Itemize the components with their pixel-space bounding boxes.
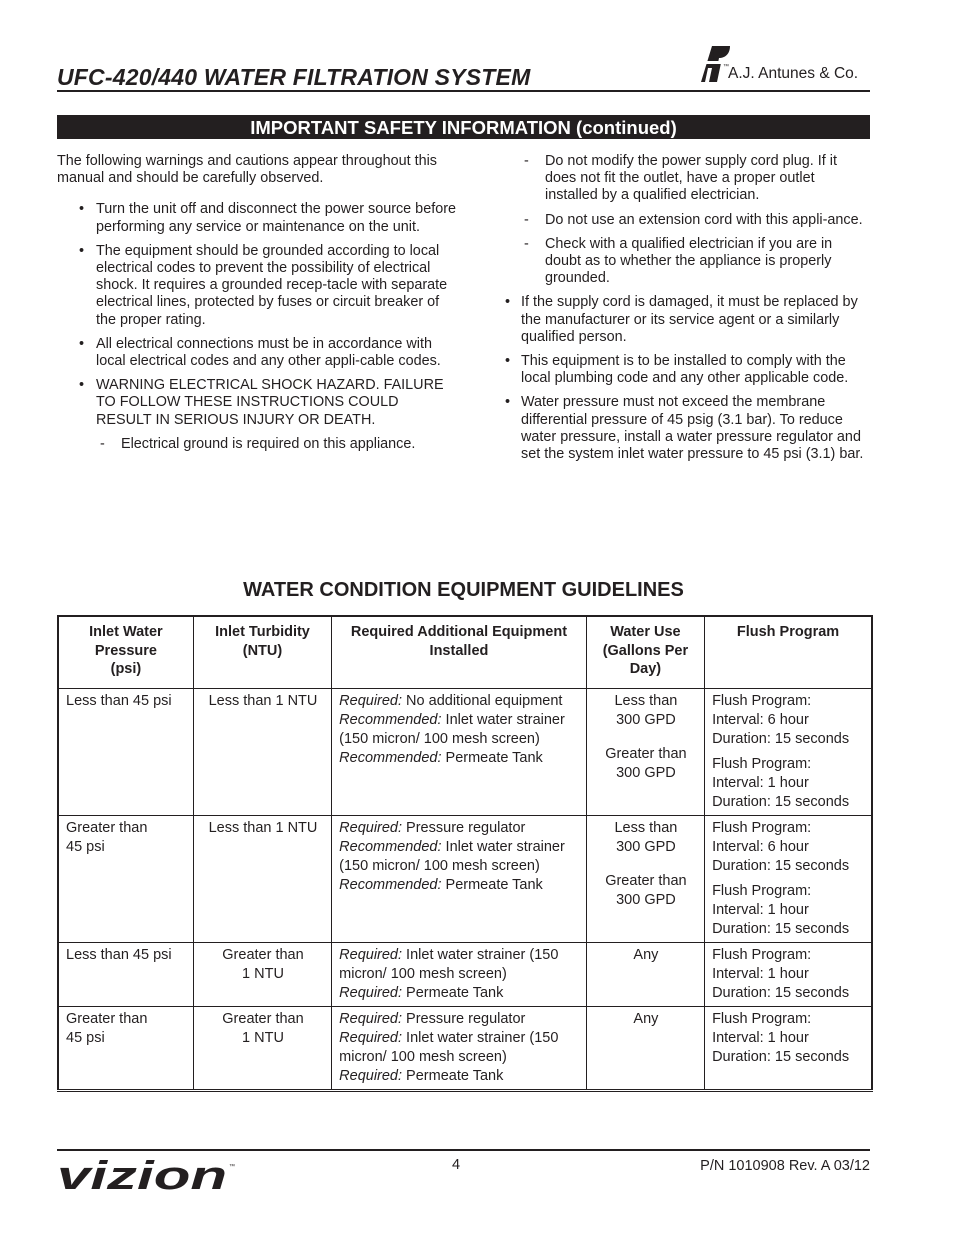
equipment-requirement-label: Recommended: xyxy=(339,711,442,728)
cell-pressure xyxy=(58,942,193,1006)
water-use-line: Any xyxy=(633,1010,659,1027)
safety-banner: IMPORTANT SAFETY INFORMATION (continued) xyxy=(57,115,870,139)
cell-flush xyxy=(705,815,872,942)
equipment-item xyxy=(339,749,580,768)
equipment-text: Permeate Tank xyxy=(441,876,543,893)
header-line: Inlet Turbidity xyxy=(215,624,310,640)
guidelines-table xyxy=(57,615,873,1092)
flush-line: Flush Program: xyxy=(712,1010,812,1027)
flush-line: Flush Program: xyxy=(712,882,812,899)
vizion-logo-text: vizion xyxy=(57,1160,227,1192)
water-use-line: 300 GPD xyxy=(616,711,676,728)
cell-water-use xyxy=(586,1006,704,1090)
flush-line: Flush Program: xyxy=(712,755,812,772)
pressure-line: 45 psi xyxy=(66,838,105,855)
header-pressure xyxy=(58,616,193,688)
header-flush xyxy=(705,616,872,688)
equipment-item xyxy=(339,1010,580,1029)
flush-line: Flush Program: xyxy=(712,946,812,963)
turbidity-line: 1 NTU xyxy=(242,1029,284,1046)
safety-left-dash-list xyxy=(57,436,457,453)
safety-dash-item: - Check with a qualified electrician if you are in doubt as to whether the appliance is properly grounded. xyxy=(500,236,870,288)
header-line: Pressure xyxy=(94,642,157,659)
safety-dash-item: - Do not modify the power supply cord plug. If it does not fit the outlet, have a proper outlet installed by a qualified electrician. xyxy=(500,153,870,205)
equipment-item xyxy=(339,838,580,876)
brand-name: A.J. Antunes & Co. xyxy=(728,65,859,82)
header-equipment xyxy=(332,616,587,688)
flush-line: Duration: 15 seconds xyxy=(712,793,850,810)
equipment-text: Permeate Tank xyxy=(441,749,543,766)
aj-antunes-logo xyxy=(697,44,872,90)
header-line: Installed xyxy=(429,642,489,659)
flush-line: Flush Program: xyxy=(712,692,812,709)
equipment-requirement-label: Required: xyxy=(339,1010,403,1027)
equipment-item xyxy=(339,876,580,895)
water-use-line: 300 GPD xyxy=(616,891,676,908)
table-header-row xyxy=(58,616,872,688)
turbidity-line: Less than 1 NTU xyxy=(208,819,318,836)
water-use-spacer xyxy=(594,730,698,745)
equipment-item xyxy=(339,692,580,711)
equipment-requirement-label: Required: xyxy=(339,946,403,963)
equipment-text: No additional equipment xyxy=(402,692,563,709)
equipment-text: Pressure regulator xyxy=(402,1010,526,1027)
table-row xyxy=(58,942,872,1006)
equipment-requirement-label: Required: xyxy=(339,984,403,1001)
cell-pressure xyxy=(58,688,193,815)
page-number: 4 xyxy=(452,1157,461,1173)
safety-left-bullet-list xyxy=(57,201,457,428)
equipment-requirement-label: Recommended: xyxy=(339,876,442,893)
water-use-line: Any xyxy=(633,946,659,963)
flush-line: Duration: 15 seconds xyxy=(712,730,850,747)
safety-intro: The following warnings and cautions appear throughout this manual and should be carefully observed. xyxy=(57,153,437,187)
pressure-line: Greater than xyxy=(66,819,148,836)
cell-equipment xyxy=(332,688,587,815)
water-use-line: 300 GPD xyxy=(616,838,676,855)
cell-flush xyxy=(705,942,872,1006)
safety-right-dash-list xyxy=(500,153,870,287)
logo-trademark: ™ xyxy=(723,64,729,70)
header-line: (Gallons Per xyxy=(602,642,689,659)
turbidity-line: Greater than xyxy=(222,1010,304,1027)
equipment-text: Inlet water strainer (150 micron/ 100 mesh screen) xyxy=(339,711,565,747)
safety-bullet: • The equipment should be grounded according to local electrical codes to prevent the possibility of electrical shock. It requires a grounded recep-tacle with separate electrical lines, protected by fuses or circuit breaker of the proper rating. xyxy=(57,243,457,329)
equipment-requirement-label: Required: xyxy=(339,692,403,709)
header-line: (NTU) xyxy=(242,642,283,659)
header-turbidity xyxy=(193,616,331,688)
equipment-text: Permeate Tank xyxy=(402,984,504,1001)
cell-pressure xyxy=(58,1006,193,1090)
equipment-text: Permeate Tank xyxy=(402,1067,504,1084)
cell-equipment xyxy=(332,942,587,1006)
water-use-line: Greater than xyxy=(605,872,687,889)
equipment-item xyxy=(339,819,580,838)
table-row xyxy=(58,688,872,815)
guidelines-title: WATER CONDITION EQUIPMENT GUIDELINES xyxy=(243,579,684,601)
cell-equipment xyxy=(332,1006,587,1090)
safety-left-column xyxy=(57,153,457,460)
safety-dash-item: - Electrical ground is required on this appliance. xyxy=(57,436,457,453)
pressure-line: Greater than xyxy=(66,1010,148,1027)
pressure-line: Less than 45 psi xyxy=(66,692,172,709)
equipment-item xyxy=(339,946,580,984)
equipment-item xyxy=(339,711,580,749)
cell-water-use xyxy=(586,942,704,1006)
flush-line: Interval: 1 hour xyxy=(712,774,809,791)
safety-bullet: • Water pressure must not exceed the membrane differential pressure of 45 psig (3.1 bar). To reduce water pressure, install a water pressure regulator and set the system inlet water pressure to 45 psi (3.1) bar. xyxy=(500,394,870,463)
equipment-requirement-label: Recommended: xyxy=(339,749,442,766)
header-line: Required Additional Equipment xyxy=(350,624,568,640)
equipment-requirement-label: Required: xyxy=(339,1067,403,1084)
safety-bullet: • All electrical connections must be in accordance with local electrical codes and any other appli-cable codes. xyxy=(57,336,457,370)
table-body xyxy=(58,688,872,1090)
flush-line: Flush Program: xyxy=(712,819,812,836)
header-rule xyxy=(57,90,870,92)
water-use-line: 300 GPD xyxy=(616,764,676,781)
safety-bullet: • WARNING ELECTRICAL SHOCK HAZARD. FAILURE TO FOLLOW THESE INSTRUCTIONS COULD RESULT IN SERIOUS INJURY OR DEATH. xyxy=(57,377,457,429)
equipment-item xyxy=(339,1067,580,1086)
table-row xyxy=(58,815,872,942)
water-use-line: Less than xyxy=(614,692,678,709)
cell-water-use xyxy=(586,815,704,942)
vizion-trademark: ™ xyxy=(229,1164,235,1170)
equipment-text: Inlet water strainer (150 micron/ 100 mesh screen) xyxy=(339,946,559,982)
header-line: (psi) xyxy=(110,661,142,677)
footer-rule xyxy=(57,1149,870,1151)
flush-line: Duration: 15 seconds xyxy=(712,857,850,874)
cell-pressure xyxy=(58,815,193,942)
flush-line: Interval: 1 hour xyxy=(712,1029,809,1046)
document-title: UFC-420/440 WATER FILTRATION SYSTEM xyxy=(57,64,531,90)
header-line: Flush Program xyxy=(736,624,840,640)
pressure-line: Less than 45 psi xyxy=(66,946,172,963)
turbidity-line: 1 NTU xyxy=(242,965,284,982)
equipment-text: Inlet water strainer (150 micron/ 100 mesh screen) xyxy=(339,1029,559,1065)
pressure-line: 45 psi xyxy=(66,1029,105,1046)
flush-line: Duration: 15 seconds xyxy=(712,1048,850,1065)
equipment-text: Pressure regulator xyxy=(402,819,526,836)
cell-turbidity xyxy=(193,942,331,1006)
vizion-wordmark-icon xyxy=(57,1160,242,1192)
cell-flush xyxy=(705,688,872,815)
safety-right-column xyxy=(500,153,870,470)
equipment-item xyxy=(339,1029,580,1067)
cell-turbidity xyxy=(193,688,331,815)
cell-equipment xyxy=(332,815,587,942)
header-line: Water Use xyxy=(610,624,681,640)
cell-turbidity xyxy=(193,815,331,942)
water-use-line: Less than xyxy=(614,819,678,836)
part-number: P/N 1010908 Rev. A 03/12 xyxy=(700,1158,870,1174)
header-line: Day) xyxy=(629,661,662,677)
flush-line: Interval: 6 hour xyxy=(712,711,809,728)
water-use-line: Greater than xyxy=(605,745,687,762)
cell-flush xyxy=(705,1006,872,1090)
header-line: Inlet Water xyxy=(89,624,163,640)
equipment-requirement-label: Required: xyxy=(339,819,403,836)
safety-bullet: • If the supply cord is damaged, it must be replaced by the manufacturer or its service agent or a similarly qualified person. xyxy=(500,294,870,346)
header-water-use xyxy=(586,616,704,688)
flush-line: Interval: 1 hour xyxy=(712,965,809,982)
safety-dash-item: - Do not use an extension cord with this appli-ance. xyxy=(500,212,870,229)
cell-turbidity xyxy=(193,1006,331,1090)
turbidity-line: Greater than xyxy=(222,946,304,963)
safety-bullet: • Turn the unit off and disconnect the power source before performing any service or maintenance on the unit. xyxy=(57,201,457,235)
safety-bullet: • This equipment is to be installed to comply with the local plumbing code and any other applicable code. xyxy=(500,353,870,387)
equipment-requirement-label: Required: xyxy=(339,1029,403,1046)
safety-right-bullet-list xyxy=(500,294,870,463)
cell-water-use xyxy=(586,688,704,815)
flush-line: Interval: 6 hour xyxy=(712,838,809,855)
flush-line: Interval: 1 hour xyxy=(712,901,809,918)
flush-line: Duration: 15 seconds xyxy=(712,984,850,1001)
flush-line: Duration: 15 seconds xyxy=(712,920,850,937)
water-use-spacer xyxy=(594,857,698,872)
equipment-text: Inlet water strainer (150 micron/ 100 mesh screen) xyxy=(339,838,565,874)
equipment-item xyxy=(339,984,580,1003)
vizion-logo xyxy=(57,1160,242,1197)
table-row xyxy=(58,1006,872,1090)
turbidity-line: Less than 1 NTU xyxy=(208,692,318,709)
equipment-requirement-label: Recommended: xyxy=(339,838,442,855)
